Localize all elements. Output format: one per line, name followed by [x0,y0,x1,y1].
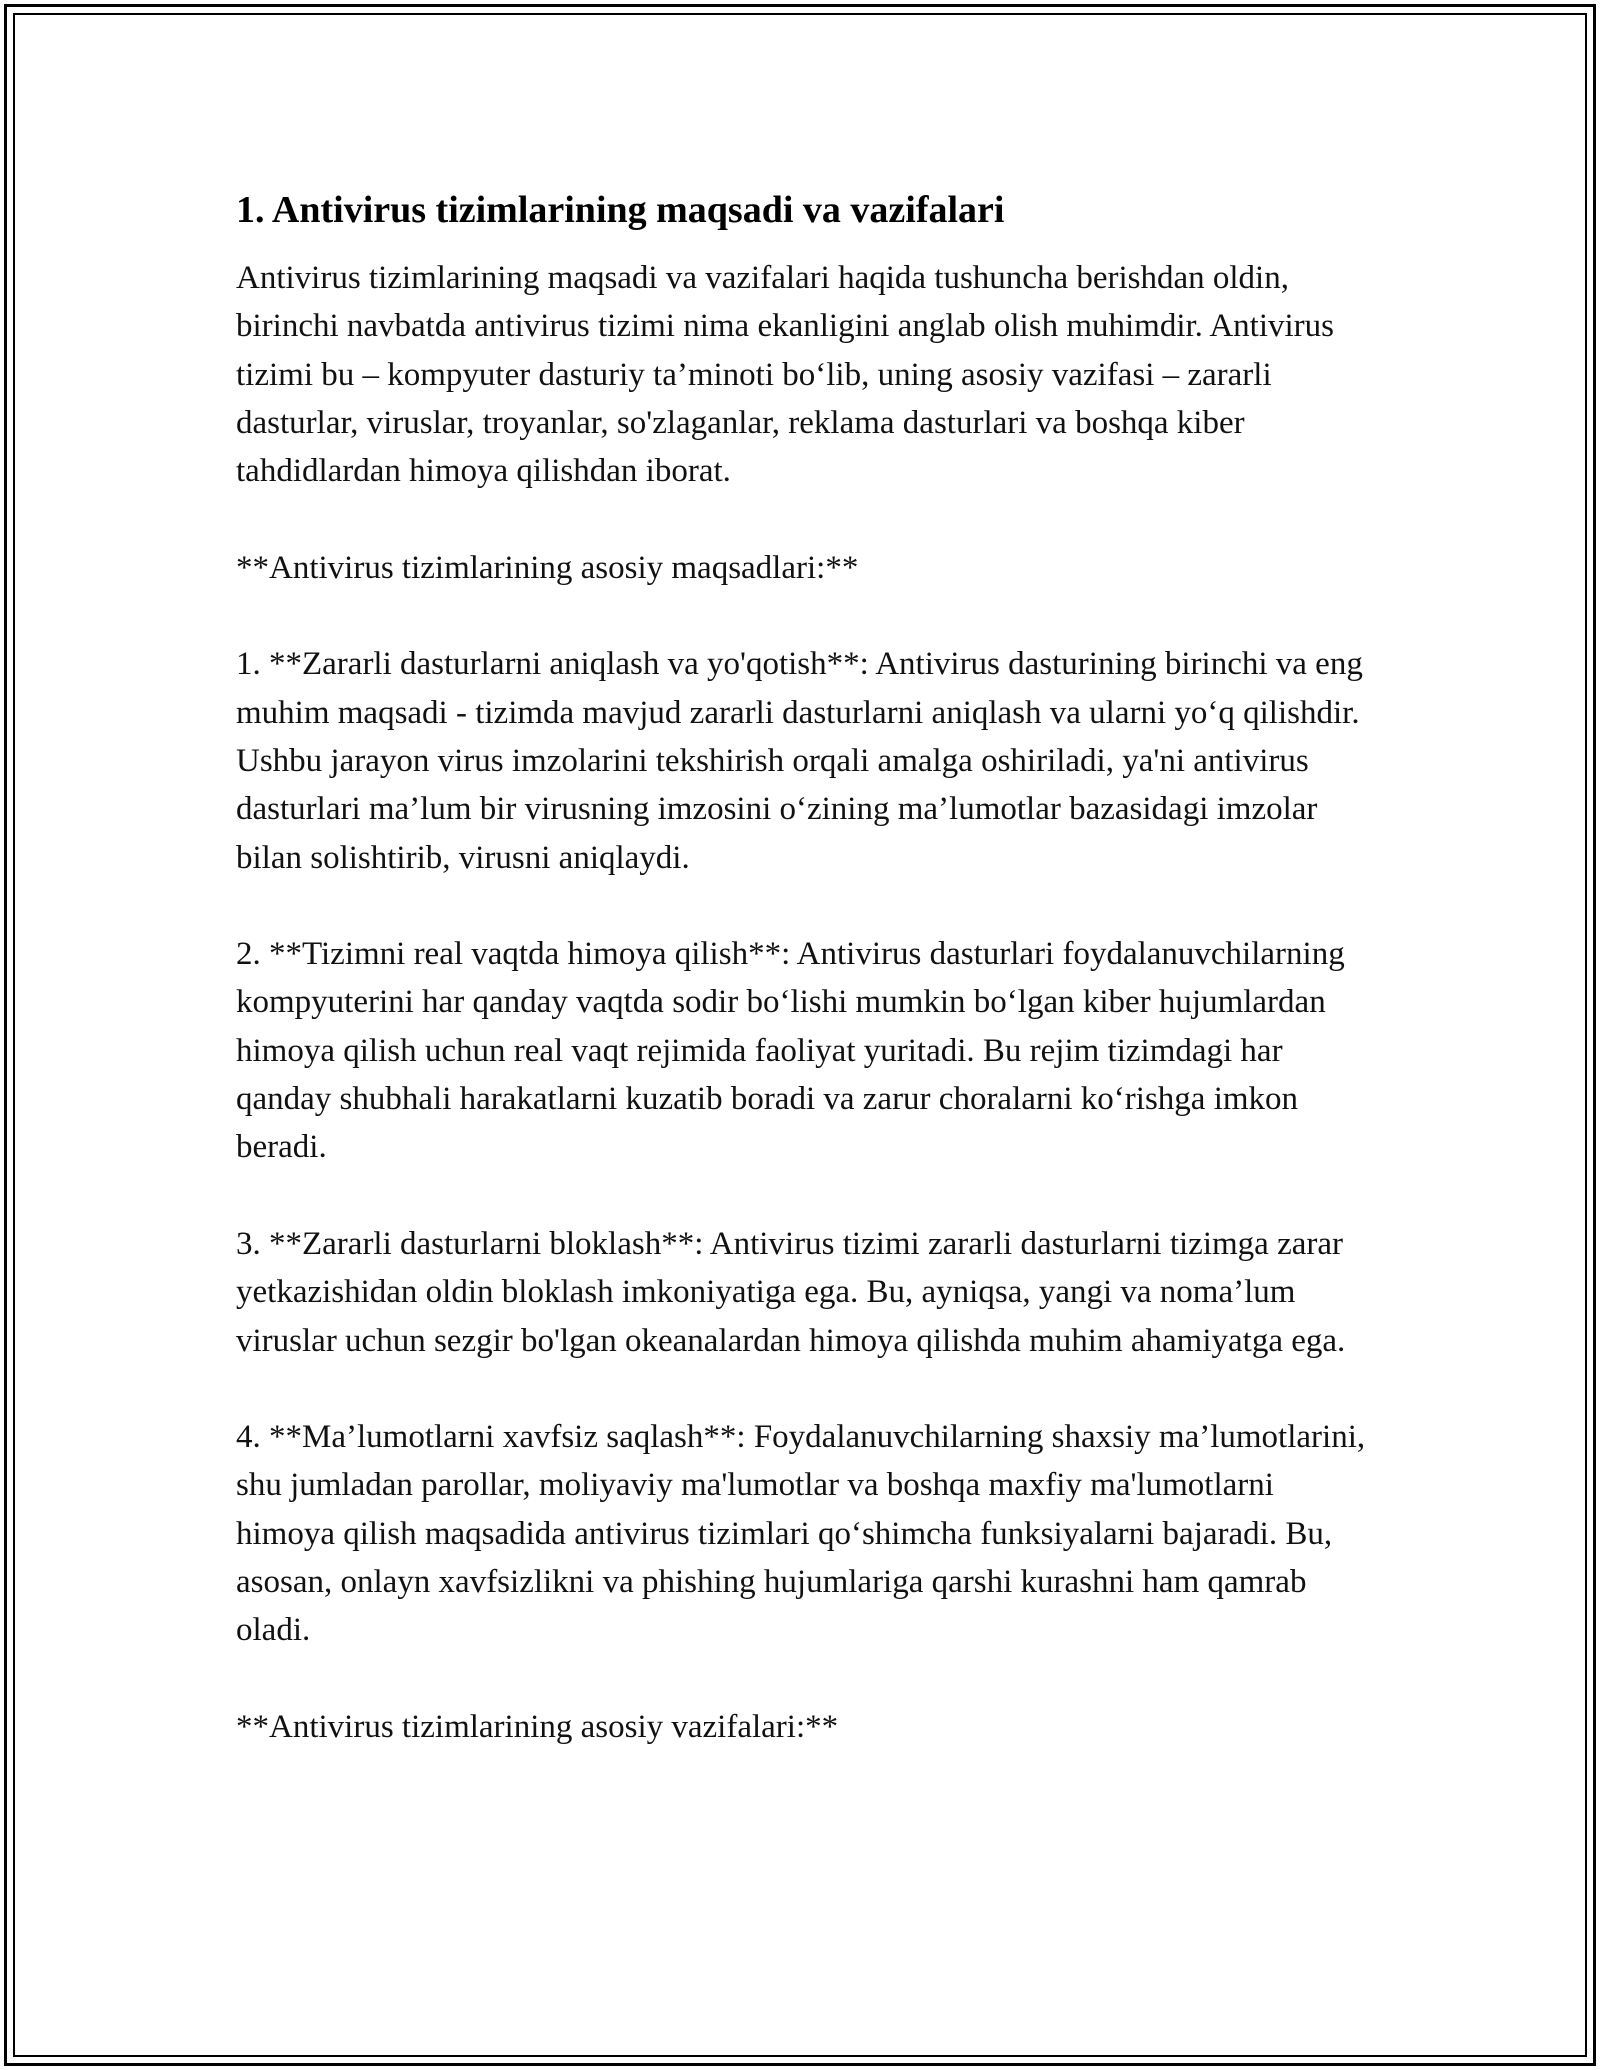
document-body [236,186,1376,1751]
intro-paragraph: Antivirus tizimlarining maqsadi va vazifalari haqida tushuncha berishdan oldin, birinchi navbatda antivirus tizimi nima ekanligini anglab olish muhimdir. Antivirus tizimi bu – kompyuter dasturiy ta’minoti bo‘lib, uning asosiy vazifasi – zararli dasturlar, viruslar, troyanlar, so'zlaganlar, reklama dasturlari va boshqa kiber tahdidlardan himoya qilishdan iborat. [236,260,1335,490]
tasks-subheading: **Antivirus tizimlarining asosiy vazifalari:** [236,1708,839,1745]
goal-item-4: 4. **Ma’lumotlarni xavfsiz saqlash**: Foydalanuvchilarning shaxsiy ma’lumotlarini, shu jumladan parollar, moliyaviy ma'lumotlar va boshqa maxfiy ma'lumotlarni himoya qilish maqsadida antivirus tizimlari qo‘shimcha funksiyalarni bajaradi. Bu, asosan, onlayn xavfsizlikni va phishing hujumlariga qarshi kurashni ham qamrab oladi. [236,1419,1366,1649]
section-heading: 1. Antivirus tizimlarining maqsadi va vazifalari [236,189,1005,231]
goal-item-1: 1. **Zararli dasturlarni aniqlash va yo'qotish**: Antivirus dasturining birinchi va eng muhim maqsadi - tizimda mavjud zararli dasturlarni aniqlash va ularni yo‘q qilishdir. Ushbu jarayon virus imzolarini tekshirish orqali amalga oshiriladi, ya'ni antivirus dasturlari ma’lum bir virusning imzosini o‘zining ma’lumotlar bazasidagi imzolar bilan solishtirib, virusni aniqlaydi. [236,646,1363,876]
goals-subheading: **Antivirus tizimlarining asosiy maqsadlari:** [236,549,859,586]
goal-item-3: 3. **Zararli dasturlarni bloklash**: Antivirus tizimi zararli dasturlarni tizimga zarar yetkazishidan oldin bloklash imkoniyatiga ega. Bu, ayniqsa, yangi va noma’lum viruslar uchun sezgir bo'lgan okeanalardan himoya qilishda muhim ahamiyatga ega. [236,1225,1346,1359]
goal-item-2: 2. **Tizimni real vaqtda himoya qilish**: Antivirus dasturlari foydalanuvchilarning kompyuterini har qanday vaqtda sodir bo‘lishi mumkin bo‘lgan kiber hujumlardan himoya qilish uchun real vaqt rejimida faoliyat yuritadi. Bu rejim tizimdagi har qanday shubhali harakatlarni kuzatib boradi va zarur choralarni ko‘rishga imkon beradi. [236,936,1345,1166]
